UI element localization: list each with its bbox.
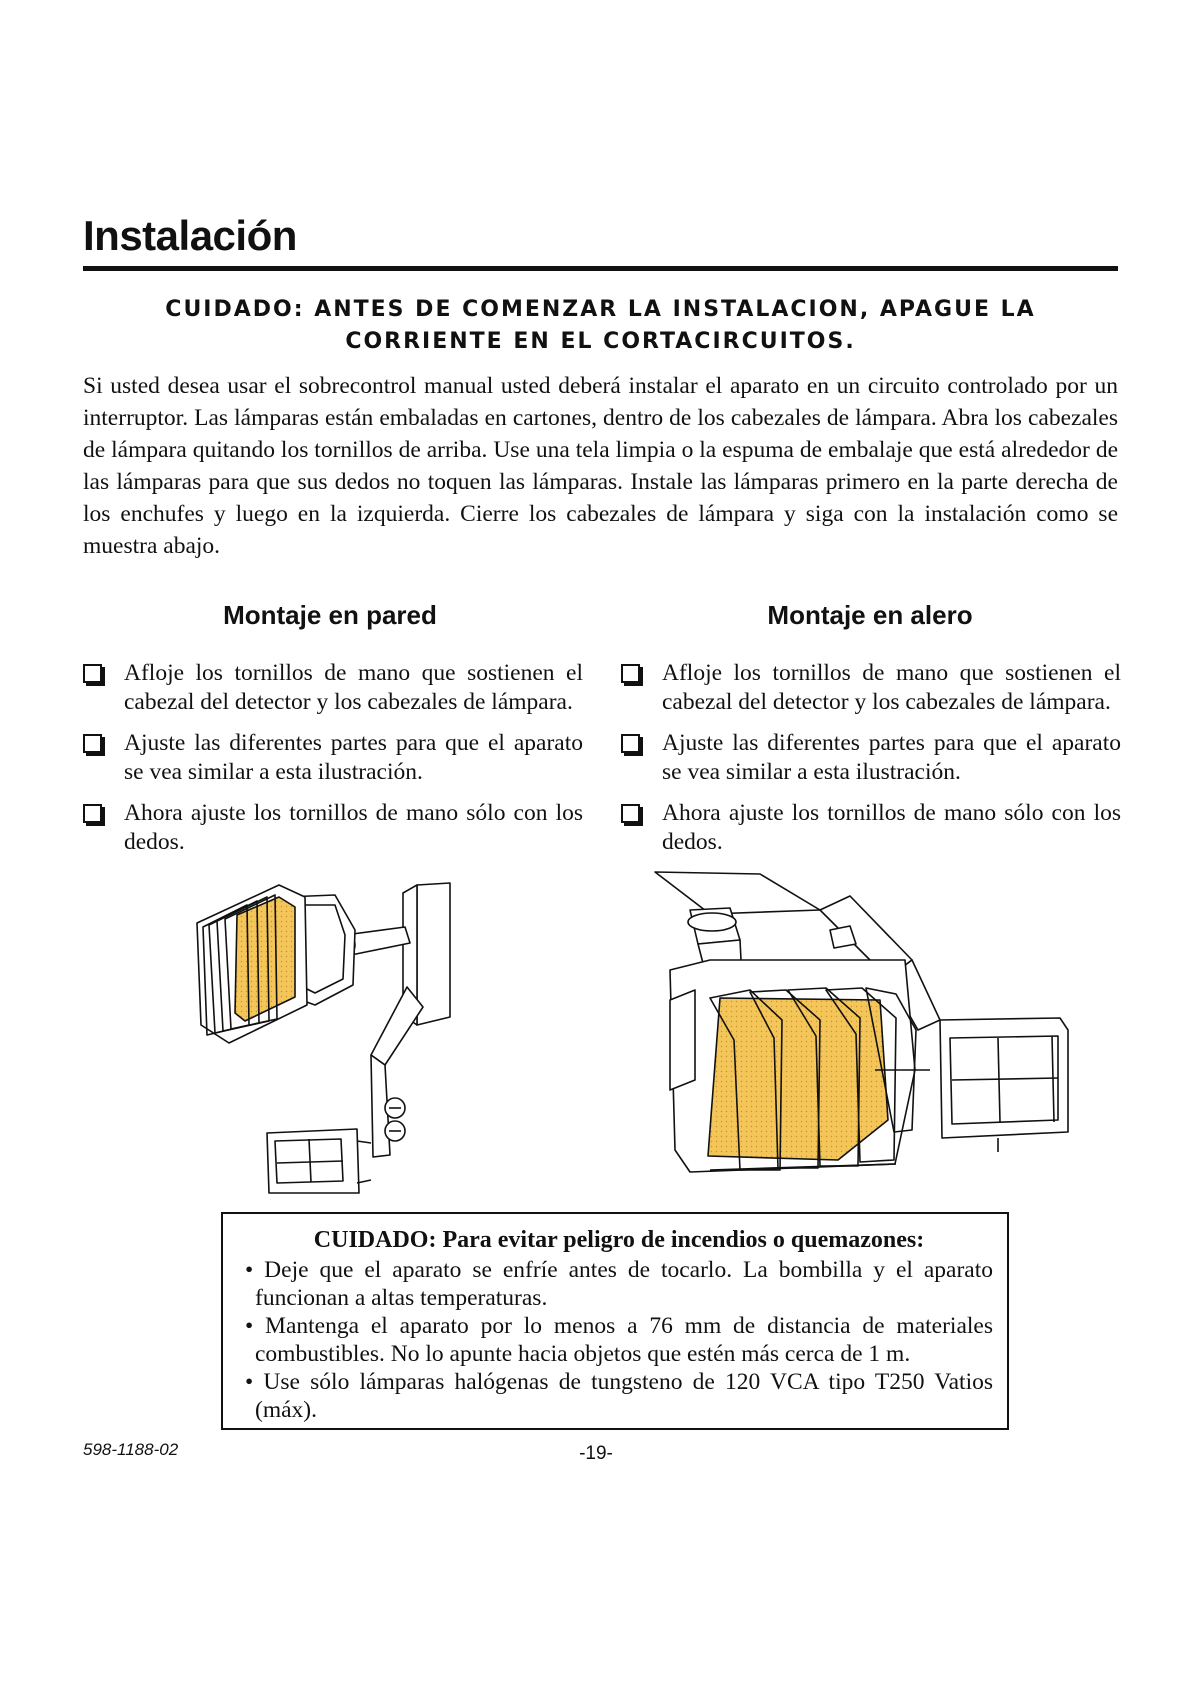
eave-step-3-text: Ahora ajuste los tornillos de mano sólo con los dedos. bbox=[662, 800, 1121, 855]
title-rule bbox=[83, 266, 1118, 271]
eave-mount-title: Montaje en alero bbox=[767, 600, 973, 630]
wall-step-3-text: Ahora ajuste los tornillos de mano sólo con los dedos. bbox=[124, 800, 583, 855]
document-number: 598-1188-02 bbox=[83, 1440, 179, 1459]
caution-box-title: CUIDADO: Para evitar peligro de incendios o quemazones: bbox=[313, 1227, 925, 1253]
wall-mount-title: Montaje en pared bbox=[223, 600, 437, 630]
wall-mount-illustration bbox=[195, 875, 455, 1195]
wall-step-1-text: Afloje los tornillos de mano que sostienen el cabezal del detector y los cabezales de lámpara. bbox=[124, 660, 583, 715]
wall-step-1 bbox=[83, 659, 583, 717]
eave-mount-illustration bbox=[650, 870, 1075, 1190]
wall-step-2 bbox=[83, 729, 583, 787]
checkbox-square-icon bbox=[621, 734, 640, 753]
checkbox-square-icon bbox=[83, 664, 102, 683]
page-number: -19- bbox=[579, 1443, 613, 1464]
intro-paragraph: Si usted desea usar el sobrecontrol manual usted deberá instalar el aparato en un circuito controlado por un interruptor. Las lámparas están embaladas en cartones, dentro de los cabezales de lámpara. Abra los cabezales de lámpara quitando los tornillos de arriba. Use una tela limpia o la espuma de embalaje que está alrededor de las lámparas para que sus dedos no toquen las lámparas. Instale las lámparas primero en la parte derecha de los enchufes y luego en la izquierda. Cierre los cabezales de lámpara y siga con la instalación como se muestra abajo. bbox=[83, 373, 1118, 559]
eave-step-1-text: Afloje los tornillos de mano que sostienen el cabezal del detector y los cabezales de lámpara. bbox=[662, 660, 1121, 715]
page-title: Instalación bbox=[83, 212, 297, 259]
caution-box bbox=[221, 1212, 1009, 1430]
checkbox-square-icon bbox=[621, 804, 640, 823]
caution-list bbox=[245, 1256, 993, 1424]
wall-step-3 bbox=[83, 799, 583, 857]
checkbox-square-icon bbox=[83, 804, 102, 823]
eave-step-3 bbox=[621, 799, 1121, 857]
eave-mount-steps bbox=[621, 659, 1121, 869]
caution-heading: CUIDADO: ANTES DE COMENZAR LA INSTALACION, APAGUE LA CORRIENTE EN EL CORTACIRCUITOS. bbox=[165, 297, 1036, 354]
wall-step-2-text: Ajuste las diferentes partes para que el aparato se vea similar a esta ilustración. bbox=[124, 730, 583, 785]
caution-item-2: • Mantenga el aparato por lo menos a 76 mm de distancia de materiales combustibles. No lo apunte hacia objetos que estén más cerca de 1 m. bbox=[245, 1313, 993, 1367]
caution-item-1: • Deje que el aparato se enfríe antes de tocarlo. La bombilla y el aparato funcionan a altas temperaturas. bbox=[245, 1257, 993, 1311]
eave-step-2-text: Ajuste las diferentes partes para que el aparato se vea similar a esta ilustración. bbox=[662, 730, 1121, 785]
wall-mount-steps bbox=[83, 659, 583, 869]
eave-step-1 bbox=[621, 659, 1121, 717]
checkbox-square-icon bbox=[621, 664, 640, 683]
caution-item-3: • Use sólo lámparas halógenas de tungsteno de 120 VCA tipo T250 Vatios (máx). bbox=[245, 1369, 993, 1423]
checkbox-square-icon bbox=[83, 734, 102, 753]
eave-step-2 bbox=[621, 729, 1121, 787]
